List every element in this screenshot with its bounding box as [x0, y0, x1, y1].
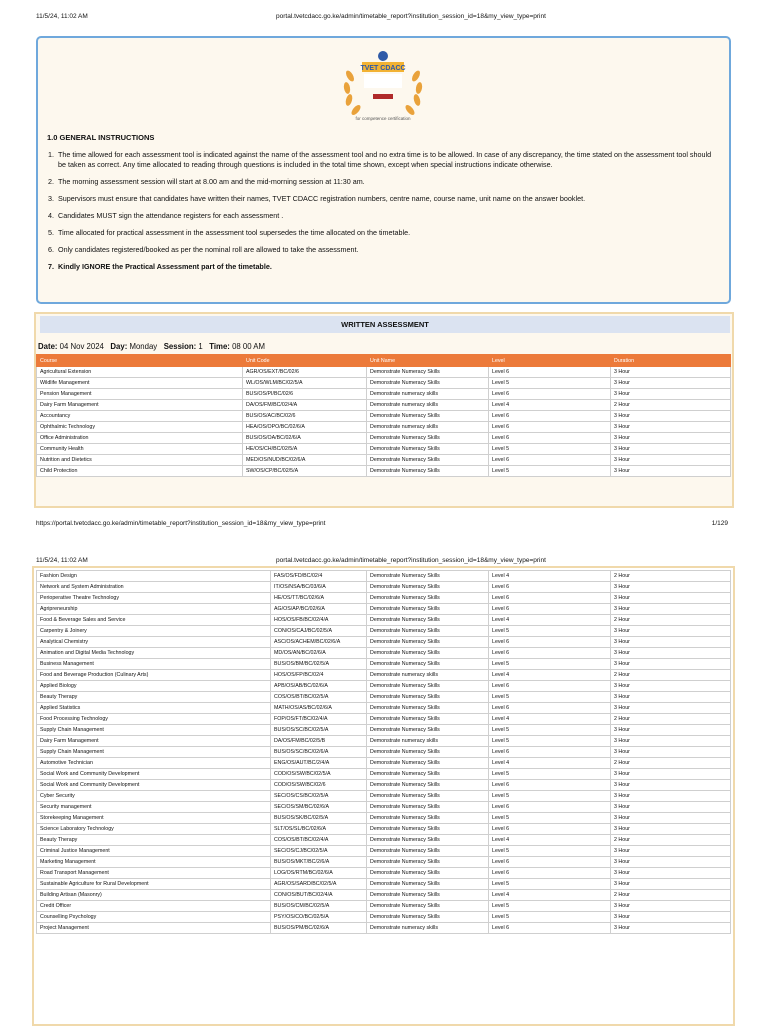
svg-text:TVET CDACC: TVET CDACC	[360, 65, 406, 72]
table-row	[37, 400, 731, 411]
table-cell: 3 Hour	[611, 703, 731, 714]
table-cell: Demonstrate Numeracy Skills	[367, 758, 489, 769]
table-cell: 2 Hour	[611, 670, 731, 681]
table-cell: Level 6	[489, 455, 611, 466]
table-cell: Food & Beverage Sales and Service	[37, 615, 271, 626]
table-cell: Demonstrate numeracy skills	[367, 400, 489, 411]
table-row	[37, 444, 731, 455]
table-cell: AGR/OS/SARD/BC/02/5/A	[271, 879, 367, 890]
table-cell: 3 Hour	[611, 389, 731, 400]
table-cell: COS/OS/BT/BC/02/4/A	[271, 835, 367, 846]
table-cell: SW/OS/CP/BC/02/5/A	[243, 466, 367, 477]
table-cell: Demonstrate Numeracy Skills	[367, 659, 489, 670]
column-header: Course	[37, 355, 243, 367]
table-cell: Community Health	[37, 444, 243, 455]
table-cell: Level 4	[489, 758, 611, 769]
print-datetime: 11/5/24, 11:02 AM	[36, 557, 88, 564]
table-cell: Demonstrate Numeracy Skills	[367, 615, 489, 626]
table-cell: SEC/OS/CJ/BC/02/5/A	[271, 846, 367, 857]
table-cell: LOG/OS/RTM/BC/02/6/A	[271, 868, 367, 879]
table-row	[37, 703, 731, 714]
table-cell: Level 5	[489, 912, 611, 923]
table-cell: APB/OS/AB/BC/02/6/A	[271, 681, 367, 692]
table-cell: Level 6	[489, 868, 611, 879]
table-cell: Level 6	[489, 367, 611, 378]
table-cell: 3 Hour	[611, 912, 731, 923]
table-cell: 3 Hour	[611, 747, 731, 758]
table-row	[37, 846, 731, 857]
table-cell: Credit Officer	[37, 901, 271, 912]
table-cell: HOS/OS/FB/BC/02/4/A	[271, 615, 367, 626]
table-cell: MATH/OS/AS/BC/02/6/A	[271, 703, 367, 714]
table-cell: Office Administration	[37, 433, 243, 444]
table-cell: Demonstrate numeracy skills	[367, 422, 489, 433]
table-cell: Wildlife Management	[37, 378, 243, 389]
table-cell: Project Management	[37, 923, 271, 934]
table-cell: Demonstrate Numeracy Skills	[367, 901, 489, 912]
table-cell: Food and Beverage Production (Culinary Arts)	[37, 670, 271, 681]
table-cell: 3 Hour	[611, 444, 731, 455]
table-row	[37, 857, 731, 868]
table-cell: 3 Hour	[611, 857, 731, 868]
print-url: portal.tvetcdacc.go.ke/admin/timetable_report?institution_session_id=18&my_view_type=print	[276, 13, 546, 20]
table-cell: Food Processing Technology	[37, 714, 271, 725]
table-cell: 2 Hour	[611, 571, 731, 582]
table-cell: Dairy Farm Management	[37, 736, 271, 747]
table-cell: Marketing Management	[37, 857, 271, 868]
table-cell: Social Work and Community Development	[37, 780, 271, 791]
column-header: Duration	[611, 355, 731, 367]
instructions-list	[48, 150, 718, 279]
table-row	[37, 455, 731, 466]
table-cell: 3 Hour	[611, 455, 731, 466]
instruction-item: 2. The morning assessment session will start at 8.00 am and the mid-morning session at 11:30 am.	[48, 177, 365, 186]
table-row	[37, 868, 731, 879]
table-cell: Demonstrate Numeracy Skills	[367, 466, 489, 477]
table-cell: Security management	[37, 802, 271, 813]
table-cell: Demonstrate numeracy skills	[367, 389, 489, 400]
table-row	[37, 725, 731, 736]
table-cell: 3 Hour	[611, 879, 731, 890]
table-cell: Level 4	[489, 400, 611, 411]
table-row	[37, 604, 731, 615]
instruction-item: 4. Candidates MUST sign the attendance registers for each assessment .	[48, 211, 284, 220]
table-cell: 3 Hour	[611, 659, 731, 670]
table-cell: Level 5	[489, 626, 611, 637]
table-cell: Road Transport Management	[37, 868, 271, 879]
table-cell: Beauty Therapy	[37, 692, 271, 703]
table-cell: BUS/OS/OA/BC/02/6/A	[243, 433, 367, 444]
table-cell: Building Artisan (Masonry)	[37, 890, 271, 901]
table-cell: Level 4	[489, 670, 611, 681]
table-cell: Analytical Chemistry	[37, 637, 271, 648]
table-cell: Level 6	[489, 637, 611, 648]
table-cell: Level 5	[489, 725, 611, 736]
table-cell: Accountancy	[37, 411, 243, 422]
table-cell: Science Laboratory Technology	[37, 824, 271, 835]
logo-motto: for competence certification	[355, 116, 411, 121]
instruction-item: 5. Time allocated for practical assessment in the assessment tool supersedes the time allocated on the timetable.	[48, 228, 411, 237]
table-cell: Applied Statistics	[37, 703, 271, 714]
table-cell: Demonstrate Numeracy Skills	[367, 703, 489, 714]
table-row	[37, 593, 731, 604]
table-cell: Demonstrate numeracy skills	[367, 670, 489, 681]
table-cell: BUS/OS/MKT/BC/2/6/A	[271, 857, 367, 868]
table-cell: Demonstrate Numeracy Skills	[367, 802, 489, 813]
table-cell: Cyber Security	[37, 791, 271, 802]
table-cell: Pension Management	[37, 389, 243, 400]
table-cell: Supply Chain Management	[37, 725, 271, 736]
table-cell: Demonstrate Numeracy Skills	[367, 780, 489, 791]
table-cell: Demonstrate Numeracy Skills	[367, 879, 489, 890]
table-cell: Demonstrate Numeracy Skills	[367, 378, 489, 389]
table-cell: 3 Hour	[611, 769, 731, 780]
table-cell: Nutrition and Dietetics	[37, 455, 243, 466]
instruction-item: 3. Supervisors must ensure that candidates have written their names, TVET CDACC registration numbers, centre name, course name, unit name on the answer booklet.	[48, 194, 586, 203]
timetable-page2	[36, 570, 731, 934]
table-cell: 3 Hour	[611, 648, 731, 659]
table-cell: 3 Hour	[611, 681, 731, 692]
table-cell: 2 Hour	[611, 400, 731, 411]
table-cell: CON/OS/CAJ/BC/02/5/A	[271, 626, 367, 637]
table-cell: 2 Hour	[611, 758, 731, 769]
table-cell: Level 6	[489, 824, 611, 835]
column-header: Unit Name	[367, 355, 489, 367]
table-cell: 2 Hour	[611, 835, 731, 846]
table-row	[37, 802, 731, 813]
table-cell: Demonstrate Numeracy Skills	[367, 593, 489, 604]
table-cell: Demonstrate Numeracy Skills	[367, 367, 489, 378]
table-cell: Level 4	[489, 835, 611, 846]
table-cell: Demonstrate Numeracy Skills	[367, 912, 489, 923]
table-cell: Level 6	[489, 802, 611, 813]
table-cell: Demonstrate Numeracy Skills	[367, 681, 489, 692]
table-row	[37, 389, 731, 400]
table-row	[37, 890, 731, 901]
table-cell: COD/OS/SW/BC/02/6	[271, 780, 367, 791]
table-cell: Network and System Administration	[37, 582, 271, 593]
table-cell: HE/OS/TT/BC/02/6/A	[271, 593, 367, 604]
table-cell: BUS/OS/SC/BC/02/6/A	[271, 747, 367, 758]
table-cell: Demonstrate Numeracy Skills	[367, 604, 489, 615]
table-cell: Level 6	[489, 582, 611, 593]
table-cell: HOS/OS/FP/BC/02/4	[271, 670, 367, 681]
table-cell: Demonstrate numeracy skills	[367, 736, 489, 747]
table-cell: 3 Hour	[611, 824, 731, 835]
table-cell: Level 6	[489, 411, 611, 422]
table-cell: Level 6	[489, 433, 611, 444]
table-cell: 3 Hour	[611, 593, 731, 604]
table-cell: HEA/OS/OPO/BC/02/6/A	[243, 422, 367, 433]
table-cell: Level 4	[489, 890, 611, 901]
table-cell: AGR/OS/EXT/BC/02/6	[243, 367, 367, 378]
table-cell: Level 6	[489, 593, 611, 604]
table-cell: Automotive Technician	[37, 758, 271, 769]
table-row	[37, 411, 731, 422]
table-cell: Demonstrate Numeracy Skills	[367, 890, 489, 901]
table-row	[37, 736, 731, 747]
table-cell: Demonstrate Numeracy Skills	[367, 813, 489, 824]
table-cell: 3 Hour	[611, 725, 731, 736]
table-cell: 3 Hour	[611, 846, 731, 857]
table-cell: 3 Hour	[611, 868, 731, 879]
table-cell: HE/OS/CH/BC/02/5/A	[243, 444, 367, 455]
table-cell: 3 Hour	[611, 692, 731, 703]
table-cell: Level 5	[489, 769, 611, 780]
table-cell: 3 Hour	[611, 901, 731, 912]
table-cell: SLT/OS/SL/BC/02/6/A	[271, 824, 367, 835]
table-cell: Demonstrate Numeracy Skills	[367, 626, 489, 637]
table-cell: MD/OS/AN/BC/02/6/A	[271, 648, 367, 659]
instruction-item: 7. Kindly IGNORE the Practical Assessment part of the timetable.	[48, 262, 272, 271]
table-row	[37, 780, 731, 791]
table-cell: Demonstrate Numeracy Skills	[367, 411, 489, 422]
table-cell: Level 6	[489, 747, 611, 758]
table-cell: Demonstrate Numeracy Skills	[367, 791, 489, 802]
table-cell: AG/OS/AP/BC/02/6/A	[271, 604, 367, 615]
table-cell: Criminal Justice Management	[37, 846, 271, 857]
table-row	[37, 637, 731, 648]
instructions-title: 1.0 GENERAL INSTRUCTIONS	[47, 133, 155, 142]
table-cell: Level 6	[489, 703, 611, 714]
table-row	[37, 758, 731, 769]
tvet-cdacc-logo	[340, 46, 426, 124]
table-cell: Beauty Therapy	[37, 835, 271, 846]
table-cell: Level 6	[489, 648, 611, 659]
table-row	[37, 615, 731, 626]
table-row	[37, 714, 731, 725]
written-assessment-title: WRITTEN ASSESSMENT	[40, 316, 730, 333]
table-cell: BUS/OS/SC/BC/02/5/A	[271, 725, 367, 736]
table-cell: 3 Hour	[611, 923, 731, 934]
table-cell: Demonstrate Numeracy Skills	[367, 433, 489, 444]
table-row	[37, 582, 731, 593]
table-cell: Demonstrate Numeracy Skills	[367, 868, 489, 879]
table-cell: Level 5	[489, 466, 611, 477]
table-cell: ENG/OS/AUT/BC/2/4/A	[271, 758, 367, 769]
table-cell: 3 Hour	[611, 422, 731, 433]
table-cell: Level 4	[489, 571, 611, 582]
table-row	[37, 378, 731, 389]
table-cell: Demonstrate Numeracy Skills	[367, 846, 489, 857]
instruction-item: 6. Only candidates registered/booked as per the nominal roll are allowed to take the assessment.	[48, 245, 359, 254]
table-row	[37, 681, 731, 692]
table-row	[37, 835, 731, 846]
table-cell: Level 6	[489, 923, 611, 934]
table-cell: 2 Hour	[611, 890, 731, 901]
table-cell: SEC/OS/CS/BC/02/5/A	[271, 791, 367, 802]
table-cell: Applied Biology	[37, 681, 271, 692]
table-row	[37, 670, 731, 681]
table-cell: Perioperative Theatre Technology	[37, 593, 271, 604]
table-row	[37, 901, 731, 912]
table-row	[37, 824, 731, 835]
table-cell: Social Work and Community Development	[37, 769, 271, 780]
table-cell: Fashion Design	[37, 571, 271, 582]
table-row	[37, 692, 731, 703]
table-cell: Agripreneurship	[37, 604, 271, 615]
table-row	[37, 747, 731, 758]
table-cell: 3 Hour	[611, 637, 731, 648]
table-cell: 2 Hour	[611, 615, 731, 626]
footer-url: https://portal.tvetcdacc.go.ke/admin/timetable_report?institution_session_id=18&my_view_type=print	[36, 520, 326, 527]
table-row	[37, 626, 731, 637]
table-cell: Level 4	[489, 615, 611, 626]
table-cell: FAS/OS/FD/BC/02/4	[271, 571, 367, 582]
table-cell: BUS/OS/AC/BC/02/6	[243, 411, 367, 422]
table-cell: 3 Hour	[611, 378, 731, 389]
table-row	[37, 813, 731, 824]
table-cell: SEC/OS/SM/BC/02/6/A	[271, 802, 367, 813]
table-cell: Demonstrate Numeracy Skills	[367, 648, 489, 659]
table-cell: Level 5	[489, 736, 611, 747]
session-info: Date: 04 Nov 2024 Day: Monday Session: 1 Time: 08 00 AM	[38, 342, 266, 351]
table-cell: PSY/OS/CO/BC/02/5/A	[271, 912, 367, 923]
table-cell: 3 Hour	[611, 736, 731, 747]
table-cell: FOP/OS/FT/BC/02/4/A	[271, 714, 367, 725]
table-cell: Agricultural Extension	[37, 367, 243, 378]
table-row	[37, 367, 731, 378]
table-cell: 3 Hour	[611, 626, 731, 637]
table-row	[37, 433, 731, 444]
table-cell: Ophthalmic Technology	[37, 422, 243, 433]
table-row	[37, 648, 731, 659]
table-row	[37, 466, 731, 477]
table-cell: CON/OS/BUT/BC/02/4/A	[271, 890, 367, 901]
table-cell: COS/OS/BT/BC/02/5/A	[271, 692, 367, 703]
table-cell: Dairy Farm Management	[37, 400, 243, 411]
table-cell: Demonstrate Numeracy Skills	[367, 571, 489, 582]
table-cell: 3 Hour	[611, 367, 731, 378]
table-cell: Level 6	[489, 857, 611, 868]
table-cell: Carpentry & Joinery	[37, 626, 271, 637]
column-header: Unit Code	[243, 355, 367, 367]
table-cell: Demonstrate Numeracy Skills	[367, 455, 489, 466]
table-cell: Level 6	[489, 422, 611, 433]
table-row	[37, 923, 731, 934]
print-url: portal.tvetcdacc.go.ke/admin/timetable_report?institution_session_id=18&my_view_type=print	[276, 557, 546, 564]
table-cell: Storekeeping Management	[37, 813, 271, 824]
table-cell: Level 5	[489, 813, 611, 824]
table-cell: Demonstrate Numeracy Skills	[367, 725, 489, 736]
table-cell: Level 5	[489, 791, 611, 802]
table-cell: Level 5	[489, 901, 611, 912]
print-header	[0, 13, 768, 27]
print-datetime: 11/5/24, 11:02 AM	[36, 13, 88, 20]
table-cell: Level 5	[489, 659, 611, 670]
table-cell: Demonstrate Numeracy Skills	[367, 444, 489, 455]
table-cell: BUS/OS/BM/BC/02/5/A	[271, 659, 367, 670]
table-cell: Demonstrate Numeracy Skills	[367, 714, 489, 725]
table-cell: 3 Hour	[611, 802, 731, 813]
timetable-page1	[36, 354, 731, 477]
table-cell: Level 5	[489, 444, 611, 455]
table-cell: Child Protection	[37, 466, 243, 477]
table-cell: BUS/OS/SK/BC/02/5/A	[271, 813, 367, 824]
table-cell: Sustainable Agriculture for Rural Development	[37, 879, 271, 890]
table-cell: Level 5	[489, 692, 611, 703]
table-cell: DA/OS/FM/BC/02/5/B	[271, 736, 367, 747]
table-cell: BUS/OS/CM/BC/02/5/A	[271, 901, 367, 912]
table-cell: Demonstrate Numeracy Skills	[367, 835, 489, 846]
table-cell: Demonstrate Numeracy Skills	[367, 824, 489, 835]
table-cell: BUS/OS/PI/BC/02/6	[243, 389, 367, 400]
table-cell: 3 Hour	[611, 582, 731, 593]
table-cell: Level 5	[489, 378, 611, 389]
table-cell: Level 6	[489, 389, 611, 400]
table-cell: MED/OS/NUD/BC/02/6/A	[243, 455, 367, 466]
table-cell: Supply Chain Management	[37, 747, 271, 758]
table-cell: 3 Hour	[611, 466, 731, 477]
table-cell: BUS/OS/PM/BC/02/6/A	[271, 923, 367, 934]
table-row	[37, 422, 731, 433]
table-cell: COD/OS/SW/BC/02/5/A	[271, 769, 367, 780]
table-row	[37, 659, 731, 670]
table-cell: 2 Hour	[611, 714, 731, 725]
table-cell: Level 5	[489, 879, 611, 890]
table-cell: ASC/OS/ACHEM/BC/02/6/A	[271, 637, 367, 648]
table-cell: IT/OS/NSA/BC/03/6/A	[271, 582, 367, 593]
table-cell: Business Management	[37, 659, 271, 670]
table-cell: WL/OS/WLM/BC/02/5/A	[243, 378, 367, 389]
table-cell: Counselling Psychology	[37, 912, 271, 923]
table-row	[37, 879, 731, 890]
table-cell: 3 Hour	[611, 604, 731, 615]
column-header: Level	[489, 355, 611, 367]
table-row	[37, 571, 731, 582]
table-cell: Demonstrate numeracy skills	[367, 923, 489, 934]
table-cell: 3 Hour	[611, 433, 731, 444]
table-cell: 3 Hour	[611, 780, 731, 791]
table-cell: Level 6	[489, 604, 611, 615]
page-number: 1/129	[711, 520, 728, 527]
table-cell: Demonstrate Numeracy Skills	[367, 857, 489, 868]
table-cell: Level 6	[489, 681, 611, 692]
table-row	[37, 912, 731, 923]
table-cell: 3 Hour	[611, 411, 731, 422]
table-cell: Demonstrate Numeracy Skills	[367, 747, 489, 758]
table-cell: Level 6	[489, 780, 611, 791]
table-cell: 3 Hour	[611, 791, 731, 802]
table-cell: 3 Hour	[611, 813, 731, 824]
table-cell: Demonstrate Numeracy Skills	[367, 637, 489, 648]
table-row	[37, 791, 731, 802]
table-cell: DA/OS/FM/BC/02/4/A	[243, 400, 367, 411]
table-cell: Level 4	[489, 714, 611, 725]
table-row	[37, 769, 731, 780]
table-cell: Demonstrate Numeracy Skills	[367, 692, 489, 703]
table-cell: Demonstrate Numeracy Skills	[367, 582, 489, 593]
table-cell: Demonstrate Numeracy Skills	[367, 769, 489, 780]
table-cell: Level 5	[489, 846, 611, 857]
instruction-item: 1. The time allowed for each assessment tool is indicated against the name of the assessment tool and no extra time is to be allowed. In case of any discrepancy, the time stated on the assessment tool should be taken as correct. Any time allocated to reading through questions is included in the total time shown, except when special instructions indicate otherwise.	[48, 150, 712, 169]
table-cell: Animation and Digital Media Technology	[37, 648, 271, 659]
